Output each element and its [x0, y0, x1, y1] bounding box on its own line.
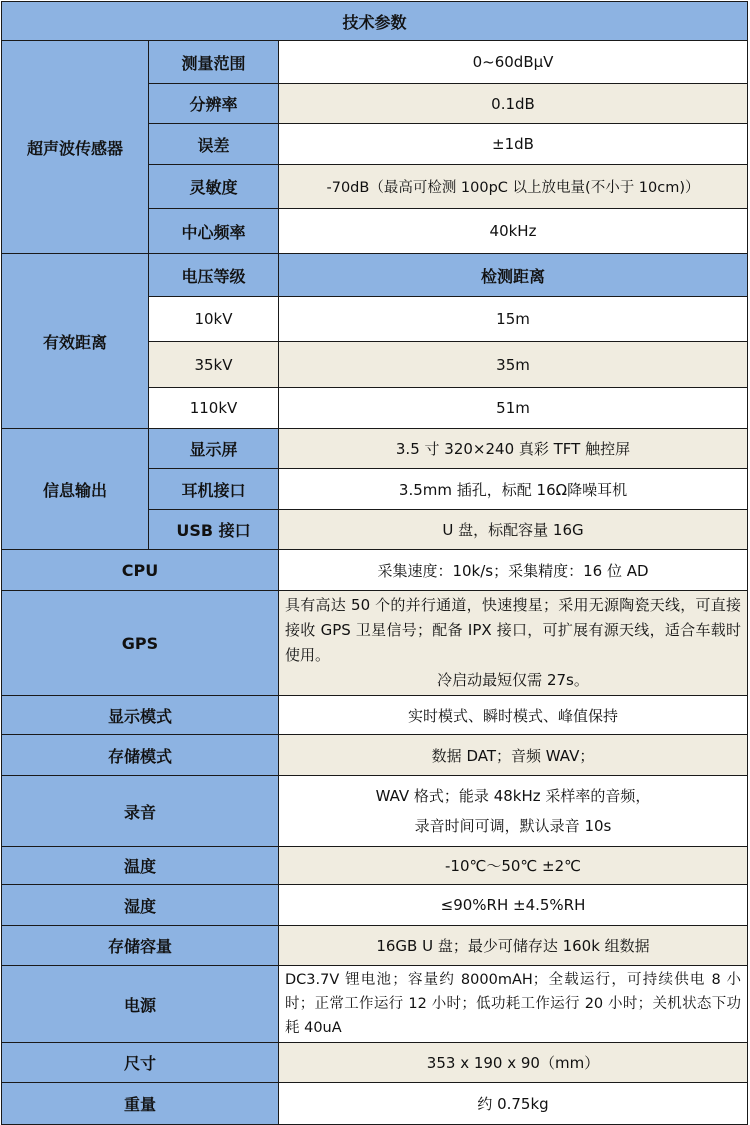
distance-cell: 15m — [279, 297, 748, 342]
distance-cell: 35m — [279, 342, 748, 388]
gps-text-last: 冷启动最短仅需 27s。 — [437, 671, 589, 689]
category-power: 电源 — [2, 966, 279, 1043]
distance-cell: 51m — [279, 388, 748, 429]
label-usb: USB 接口 — [149, 510, 279, 550]
value-usb: U 盘，标配容量 16G — [279, 510, 748, 550]
category-weight: 重量 — [2, 1083, 279, 1125]
value-weight: 约 0.75kg — [279, 1083, 748, 1125]
label-headphone: 耳机接口 — [149, 469, 279, 510]
category-size: 尺寸 — [2, 1043, 279, 1083]
category-gps: GPS — [2, 591, 279, 696]
value-gps — [279, 591, 748, 696]
category-distance: 有效距离 — [2, 254, 149, 429]
value-humidity: ≤90%RH ±4.5%RH — [279, 885, 748, 926]
recording-line-1: WAV 格式；能录 48kHz 采样率的音频， — [375, 787, 651, 805]
power-text: DC3.7V 锂电池；容量约 8000mAH；全载运行，可持续供电 8 小时；正常工作运行 12 小时；低功耗工作运行 20 小时；关机状态下功耗 40uA — [285, 972, 742, 1036]
value-recording — [279, 776, 748, 847]
value-power — [279, 966, 748, 1043]
voltage-cell: 10kV — [149, 297, 279, 342]
voltage-cell: 35kV — [149, 342, 279, 388]
value-screen: 3.5 寸 320×240 真彩 TFT 触控屏 — [279, 429, 748, 469]
category-storage-mode: 存储模式 — [2, 735, 279, 776]
value-measure-range: 0~60dBμV — [279, 41, 748, 84]
value-headphone: 3.5mm 插孔，标配 16Ω降噪耳机 — [279, 469, 748, 510]
category-temperature: 温度 — [2, 847, 279, 885]
category-capacity: 存储容量 — [2, 926, 279, 966]
recording-line-2: 录音时间可调，默认录音 10s — [414, 817, 612, 835]
value-display-mode: 实时模式、瞬时模式、峰值保持 — [279, 696, 748, 735]
category-recording: 录音 — [2, 776, 279, 847]
value-capacity: 16GB U 盘；最少可储存达 160k 组数据 — [279, 926, 748, 966]
category-info-output: 信息输出 — [2, 429, 149, 550]
value-temperature: -10℃～50℃ ±2℃ — [279, 847, 748, 885]
spec-table — [1, 1, 748, 1125]
value-sensitivity: -70dB（最高可检测 100pC 以上放电量(不小于 10cm)） — [279, 165, 748, 209]
voltage-cell: 110kV — [149, 388, 279, 429]
label-sensitivity: 灵敏度 — [149, 165, 279, 209]
category-cpu: CPU — [2, 550, 279, 591]
value-size: 353 x 190 x 90（mm） — [279, 1043, 748, 1083]
table-title: 技术参数 — [2, 2, 748, 41]
header-distance: 检测距离 — [279, 254, 748, 297]
label-error: 误差 — [149, 124, 279, 165]
label-center-frequency: 中心频率 — [149, 209, 279, 254]
label-resolution: 分辨率 — [149, 84, 279, 124]
category-ultrasonic: 超声波传感器 — [2, 41, 149, 254]
category-display-mode: 显示模式 — [2, 696, 279, 735]
value-resolution: 0.1dB — [279, 84, 748, 124]
gps-text: 具有高达 50 个的并行通道，快速搜星；采用无源陶瓷天线，可直接接收 GPS 卫星信号；配备 IPX 接口，可扩展有源天线，适合车载时使用。 — [285, 596, 742, 664]
category-humidity: 湿度 — [2, 885, 279, 926]
label-measure-range: 测量范围 — [149, 41, 279, 84]
value-error: ±1dB — [279, 124, 748, 165]
header-voltage: 电压等级 — [149, 254, 279, 297]
value-storage-mode: 数据 DAT；音频 WAV； — [279, 735, 748, 776]
value-center-frequency: 40kHz — [279, 209, 748, 254]
value-cpu: 采集速度：10k/s；采集精度：16 位 AD — [279, 550, 748, 591]
label-screen: 显示屏 — [149, 429, 279, 469]
